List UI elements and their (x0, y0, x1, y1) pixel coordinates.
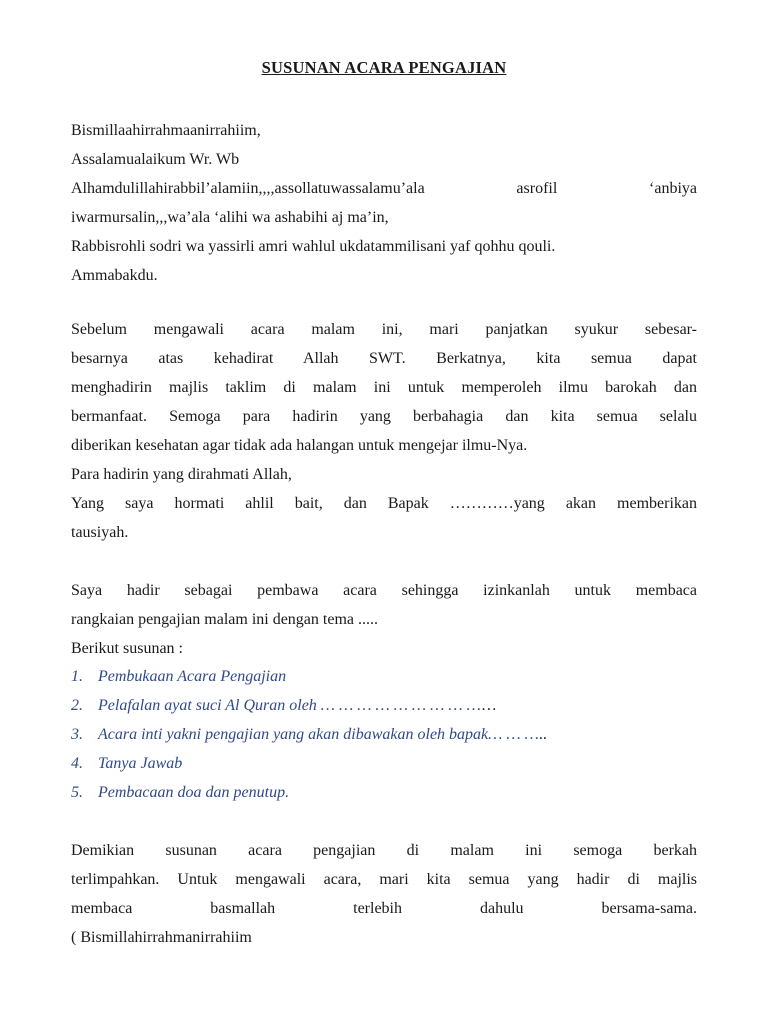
paragraph-line: membaca basmallah terlebih dahulu bersama-sama. (71, 900, 697, 917)
agenda-number: 3. (71, 726, 83, 743)
intro-paragraph (71, 315, 697, 547)
paragraph-line: besarnya atas kehadirat Allah SWT. Berkatnya, kita semua dapat (71, 350, 697, 367)
opening-line: Alhamdulillahirabbil’alamiin,,,,assollatuwassalamu’ala asrofil ‘anbiya (71, 180, 697, 197)
agenda-item (71, 662, 697, 691)
agenda-item (71, 778, 697, 807)
opening-line: Assalamualaikum Wr. Wb (71, 151, 240, 168)
agenda-item (71, 720, 697, 749)
paragraph-line: Saya hadir sebagai pembawa acara sehingga izinkanlah untuk membaca (71, 582, 697, 599)
agenda-text: Pembacaan doa dan penutup. (98, 784, 290, 801)
paragraph-line: diberikan kesehatan agar tidak ada halangan untuk mengejar ilmu-Nya. (71, 437, 528, 454)
agenda-number: 5. (71, 784, 83, 801)
agenda-number: 2. (71, 697, 83, 714)
agenda-list (71, 662, 697, 807)
paragraph-line: menghadirin majlis taklim di malam ini untuk memperoleh ilmu barokah dan (71, 379, 697, 396)
agenda-item (71, 691, 697, 720)
agenda-tail: … (480, 697, 497, 714)
agenda-number: 1. (71, 668, 83, 685)
agenda-text: Acara inti yakni pengajian yang akan dibawakan oleh bapak… … … (98, 726, 539, 743)
host-paragraph (71, 576, 697, 663)
paragraph-line: terlimpahkan. Untuk mengawali acara, mari kita semua yang hadir di majlis (71, 871, 697, 888)
paragraph-line: Berikut susunan : (71, 640, 183, 657)
paragraph-line: bermanfaat. Semoga para hadirin yang berbahagia dan kita semua selalu (71, 408, 697, 425)
paragraph-line: ( Bismillahirrahmanirrahiim (71, 929, 252, 946)
agenda-tail: .. (538, 726, 547, 743)
opening-greeting (71, 116, 697, 290)
agenda-text: Pelafalan ayat suci Al Quran oleh … … … … … … … … … (98, 697, 481, 714)
paragraph-line: Yang saya hormati ahlil bait, dan Bapak …………yang akan memberikan (71, 495, 697, 512)
paragraph-line: tausiyah. (71, 524, 129, 541)
agenda-item (71, 749, 697, 778)
opening-line: Rabbisrohli sodri wa yassirli amri wahlul ukdatammilisani yaf qohhu qouli. (71, 238, 556, 255)
closing-paragraph (71, 836, 697, 952)
agenda-number: 4. (71, 755, 83, 772)
agenda-text: Pembukaan Acara Pengajian (98, 668, 287, 685)
paragraph-line: Demikian susunan acara pengajian di malam ini semoga berkah (71, 842, 697, 859)
paragraph-line: Para hadirin yang dirahmati Allah, (71, 466, 292, 483)
paragraph-line: rangkaian pengajian malam ini dengan tema ..... (71, 611, 378, 628)
agenda-text: Tanya Jawab (98, 755, 183, 772)
opening-line: iwarmursalin,,,wa’ala ‘alihi wa ashabihi aj ma’in, (71, 209, 389, 226)
paragraph-line: Sebelum mengawali acara malam ini, mari panjatkan syukur sebesar- (71, 321, 697, 338)
document-title: SUSUNAN ACARA PENGAJIAN (261, 58, 507, 77)
opening-line: Bismillaahirrahmaanirrahiim, (71, 122, 261, 139)
opening-line: Ammabakdu. (71, 267, 158, 284)
